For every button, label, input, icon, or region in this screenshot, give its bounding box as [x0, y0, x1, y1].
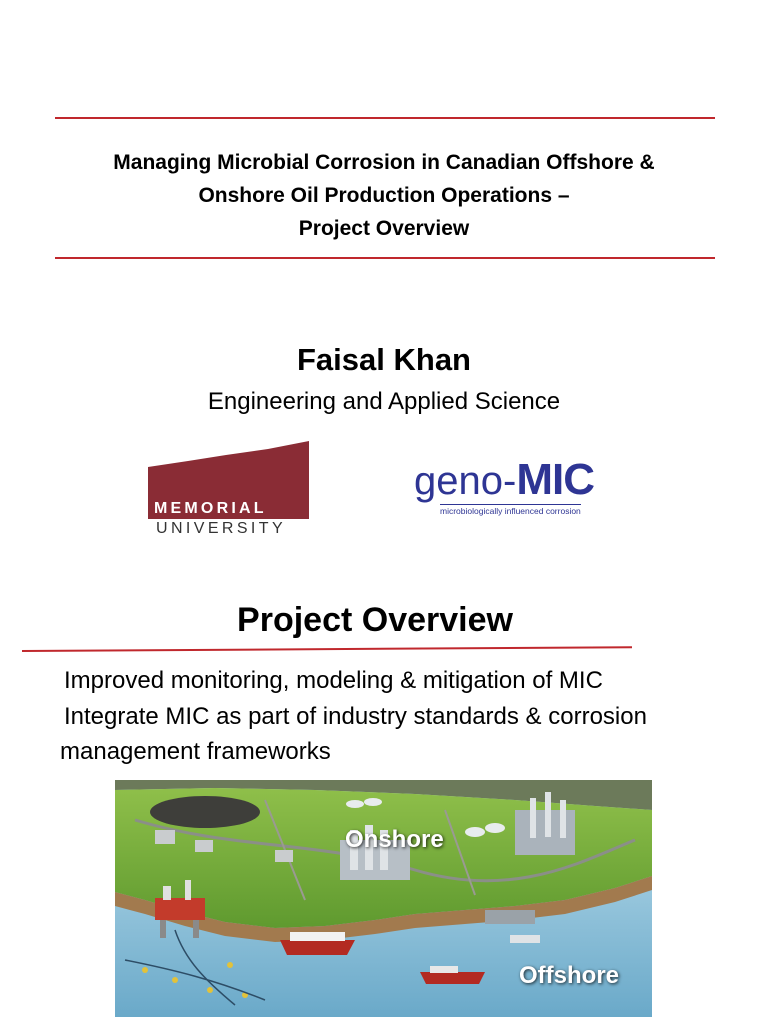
- overview-bullet-1: Improved monitoring, modeling & mitigation of MIC: [64, 667, 603, 694]
- offshore-label: Offshore: [519, 962, 620, 989]
- overview-bullet-2: Integrate MIC as part of industry standards & corrosion: [64, 703, 647, 730]
- author-name: Faisal Khan: [297, 342, 471, 377]
- memorial-logo-line1: MEMORIAL: [154, 500, 267, 517]
- title-line-2: Onshore Oil Production Operations –: [198, 184, 570, 207]
- title-top-rule: [55, 117, 715, 119]
- title-line-3: Project Overview: [298, 217, 470, 240]
- title-line-1: Managing Microbial Corrosion in Canadian Offshore &: [113, 151, 655, 174]
- section-heading: Project Overview: [237, 601, 513, 639]
- title-bottom-rule: [55, 257, 715, 259]
- genomic-logo-mic: MIC: [516, 455, 594, 504]
- document-title: [40, 146, 728, 245]
- overview-bullet-3: management frameworks: [60, 738, 331, 765]
- section-rule: [22, 646, 632, 652]
- genomic-logo-tagline: microbiologically influenced corrosion: [440, 506, 581, 516]
- onshore-label: Onshore: [345, 826, 444, 853]
- operations-illustration: [115, 780, 652, 1017]
- genomic-logo-wordmark: [414, 456, 594, 505]
- genomic-logo-prefix: geno-: [414, 459, 517, 503]
- genomic-logo: [414, 456, 604, 520]
- author-department: Engineering and Applied Science: [207, 388, 561, 415]
- memorial-university-logo: [148, 441, 310, 541]
- memorial-logo-line2: UNIVERSITY: [156, 520, 287, 537]
